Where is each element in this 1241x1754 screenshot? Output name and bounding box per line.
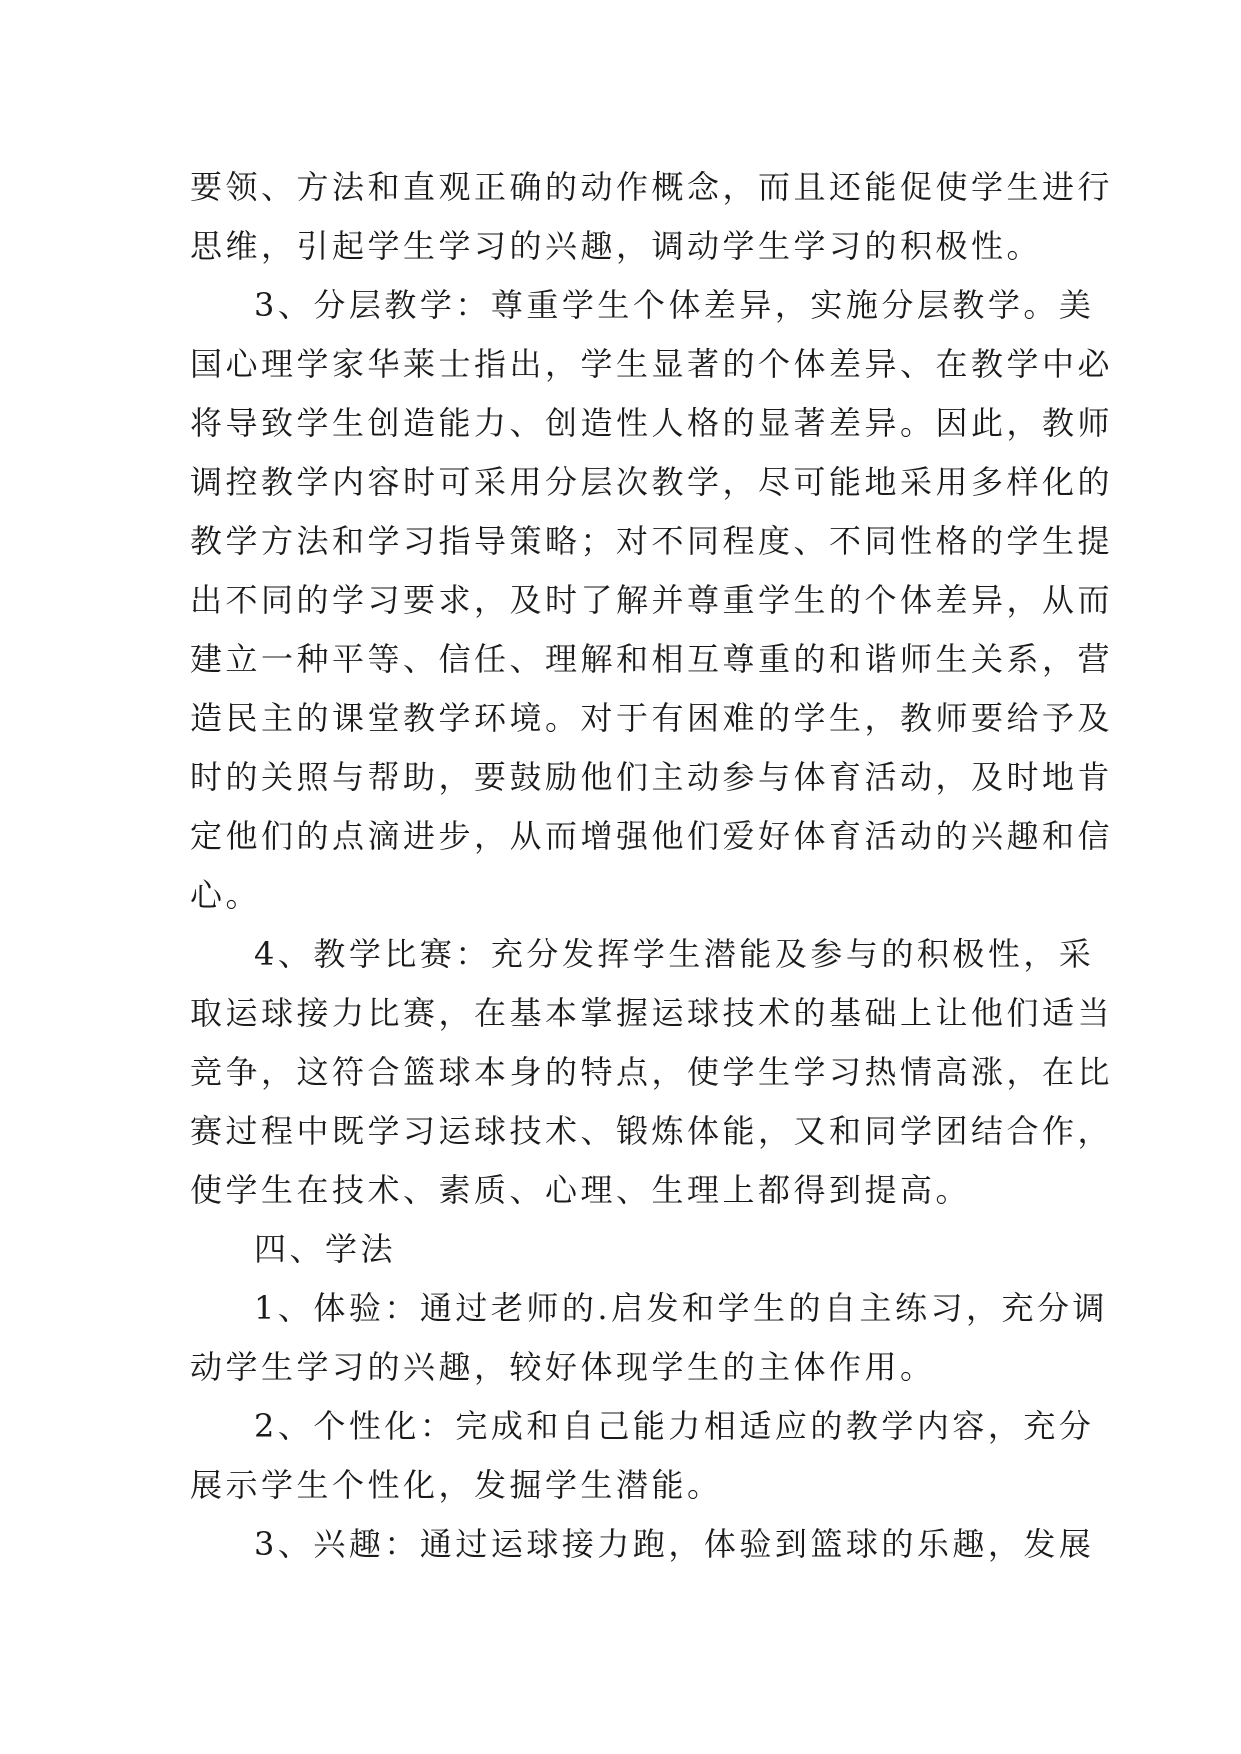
body-line: 赛过程中既学习运球技术、锻炼体能，又和同学团结合作， — [190, 1112, 1114, 1150]
body-line: 展示学生个性化，发掘学生潜能。 — [190, 1466, 723, 1504]
body-line: 2、个性化：完成和自己能力相适应的教学内容，充分 — [254, 1407, 1095, 1445]
body-line: 时的关照与帮助，要鼓励他们主动参与体育活动，及时地肯 — [190, 758, 1114, 796]
body-line: 调控教学内容时可采用分层次教学，尽可能地采用多样化的 — [190, 463, 1114, 501]
body-line: 定他们的点滴进步，从而增强他们爱好体育活动的兴趣和信 — [190, 817, 1114, 855]
body-line: 使学生在技术、素质、心理、生理上都得到提高。 — [190, 1171, 972, 1209]
body-line: 国心理学家华莱士指出，学生显著的个体差异、在教学中必 — [190, 345, 1114, 383]
body-line: 3、分层教学：尊重学生个体差异，实施分层教学。美 — [254, 286, 1095, 324]
body-line: 3、兴趣：通过运球接力跑，体验到篮球的乐趣，发展 — [254, 1525, 1095, 1563]
document-body — [190, 158, 1114, 1574]
body-line: 取运球接力比赛，在基本掌握运球技术的基础上让他们适当 — [190, 994, 1114, 1032]
body-line: 竞争，这符合篮球本身的特点，使学生学习热情高涨，在比 — [190, 1053, 1114, 1091]
body-line: 要领、方法和直观正确的动作概念，而且还能促使学生进行 — [190, 168, 1114, 206]
body-line: 心。 — [190, 876, 262, 914]
body-line: 动学生学习的兴趣，较好体现学生的主体作用。 — [190, 1348, 936, 1386]
body-line: 将导致学生创造能力、创造性人格的显著差异。因此，教师 — [190, 404, 1114, 442]
body-line: 1、体验：通过老师的.启发和学生的自主练习，充分调 — [254, 1289, 1109, 1327]
body-line: 建立一种平等、信任、理解和相互尊重的和谐师生关系，营 — [190, 640, 1114, 678]
body-line: 出不同的学习要求，及时了解并尊重学生的个体差异，从而 — [190, 581, 1114, 619]
body-line: 4、教学比赛：充分发挥学生潜能及参与的积极性，采 — [254, 935, 1095, 973]
body-line: 教学方法和学习指导策略；对不同程度、不同性格的学生提 — [190, 522, 1114, 560]
body-line: 造民主的课堂教学环境。对于有困难的学生，教师要给予及 — [190, 699, 1114, 737]
section-heading: 四、学法 — [254, 1230, 397, 1268]
body-line: 思维，引起学生学习的兴趣，调动学生学习的积极性。 — [190, 227, 1043, 265]
